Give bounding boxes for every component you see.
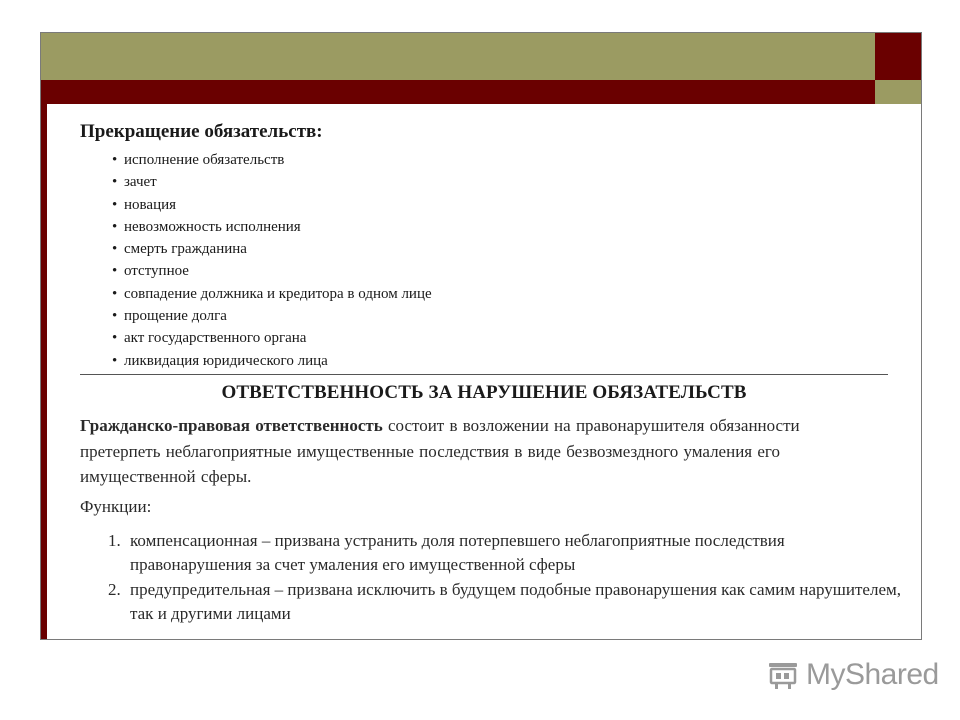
list-item: • зачет	[112, 171, 432, 193]
item-text: компенсационная – призвана устранить доля потерпевшего неблагоприятные последствия правонарушения за счет умаления его имущественной сферы	[130, 531, 785, 574]
bullet-icon: •	[112, 285, 118, 302]
list-item: • невозможность исполнения	[112, 216, 432, 238]
left-accent-bar	[41, 104, 47, 639]
projector-icon	[766, 658, 800, 692]
list-item: • ликвидация юридического лица	[112, 350, 432, 372]
item-number: 2.	[108, 580, 121, 599]
list-item	[108, 578, 908, 625]
list-item: • смерть гражданина	[112, 238, 432, 260]
divider-line	[80, 374, 888, 375]
watermark	[766, 657, 939, 693]
bullet-icon: •	[112, 241, 118, 258]
list-item: • исполнение обязательств	[112, 149, 432, 171]
bullet-icon: •	[112, 330, 118, 347]
definition-text: состоит в возложении на правонарушителя обязанности претерпеть неблагоприятные имущественные последствия в виде безвозмездного умаления его имущественной сферы.	[80, 416, 800, 486]
bullet-icon: •	[112, 218, 118, 235]
item-text: предупредительная – призвана исключить в будущем подобные правонарушения как самим нарушителем, так и другими лицами	[130, 580, 902, 623]
list-item: • отступное	[112, 260, 432, 282]
bullet-icon: •	[112, 263, 118, 280]
corner-square-olive	[875, 80, 921, 104]
bullet-icon: •	[112, 352, 118, 369]
list-item: • акт государственного органа	[112, 327, 432, 349]
list-item: • новация	[112, 194, 432, 216]
termination-list	[112, 149, 432, 372]
corner-square-maroon	[875, 33, 921, 80]
definition-term: Гражданско-правовая ответственность	[80, 416, 383, 435]
item-number: 1.	[108, 531, 121, 550]
header-band-maroon	[41, 80, 875, 104]
watermark-text: MyShared	[806, 658, 939, 691]
slide-title: Прекращение обязательств:	[80, 121, 323, 142]
section-heading: ОТВЕТСТВЕННОСТЬ ЗА НАРУШЕНИЕ ОБЯЗАТЕЛЬСТВ	[221, 382, 747, 403]
bullet-icon: •	[112, 152, 118, 168]
bullet-icon: •	[112, 196, 118, 213]
definition-paragraph	[80, 413, 880, 490]
bullet-icon: •	[112, 174, 118, 191]
list-item: • совпадение должника и кредитора в одном лице	[112, 283, 432, 305]
list-item: • прощение долга	[112, 305, 432, 327]
functions-list	[108, 529, 908, 627]
header-band-olive	[41, 33, 875, 80]
list-item	[108, 529, 908, 576]
functions-label: Функции:	[80, 497, 152, 516]
bullet-icon: •	[112, 308, 118, 325]
